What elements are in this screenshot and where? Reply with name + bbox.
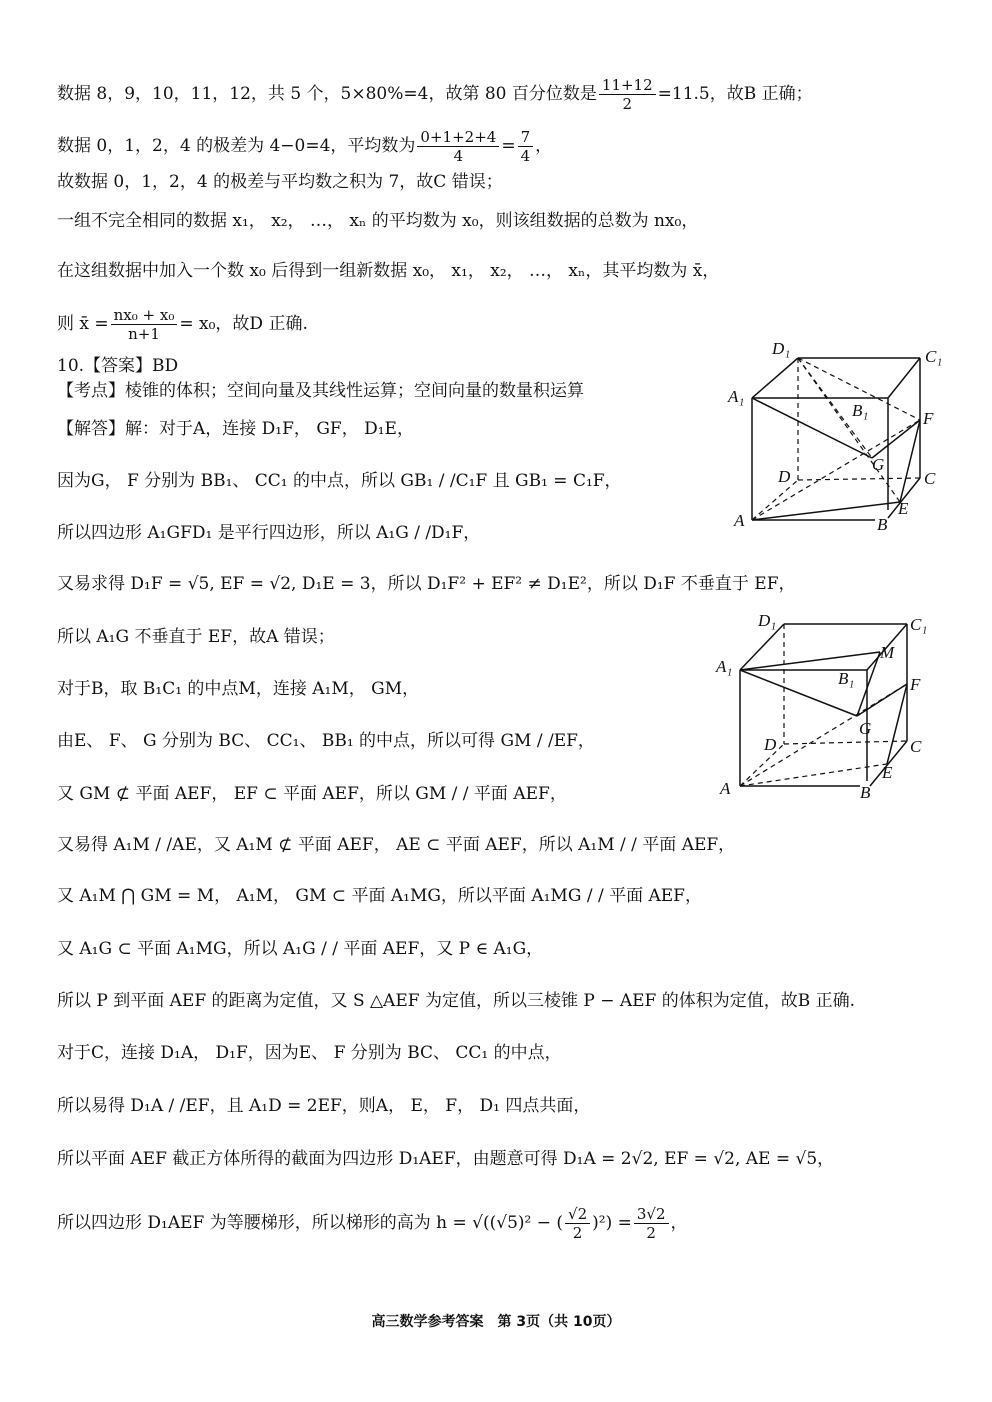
label-C: C — [910, 737, 922, 756]
text: 所以四边形 D₁AEF 为等腰梯形，所以梯形的高为 h = √((√5)² − ( — [57, 1213, 564, 1233]
numerator: nx₀ + x₀ — [111, 306, 178, 325]
label-A1: A₁ — [716, 657, 733, 676]
text: ， — [535, 136, 553, 156]
label-D1: D₁ — [758, 611, 777, 630]
label-B: B — [877, 515, 888, 534]
text-line-15: 由E、 F、 G 分别为 BC、 CC₁、 BB₁ 的中点，所以可得 GM / /EF， — [57, 731, 595, 751]
label-E: E — [898, 499, 909, 518]
text-line-23: 所以平面 AEF 截正方体所得的截面为四边形 D₁AEF，由题意可得 D₁A = 2√2, EF = √2, AE = √5， — [57, 1149, 835, 1169]
numerator: 11+12 — [599, 76, 656, 95]
denominator: 4 — [520, 147, 531, 165]
text-line-14: 对于B，取 B₁C₁ 的中点M，连接 A₁M， GM， — [57, 679, 420, 699]
text: )²) = — [592, 1213, 632, 1233]
label-C1: C₁ — [910, 615, 928, 634]
denominator: 2 — [572, 1224, 583, 1242]
label-G: G — [872, 455, 885, 474]
text-line-5: 在这组数据中加入一个数 x₀ 后得到一组新数据 x₀， x₁， x₂， …， xₙ，其平均数为 x̄， — [57, 261, 720, 281]
text-line-19: 又 A₁G ⊂ 平面 A₁MG，所以 A₁G / / 平面 AEF，又 P ∈ A₁G， — [57, 939, 544, 959]
label-D: D — [778, 467, 791, 486]
label-B1: B₁ — [838, 669, 855, 688]
text-line-22: 所以易得 D₁A / /EF，且 A₁D = 2EF，则A， E， F， D₁ 四点共面， — [57, 1096, 591, 1116]
text-line-8: 【考点】棱锥的体积；空间向量及其线性运算；空间向量的数量积运算 — [57, 381, 584, 401]
numerator: √2 — [565, 1205, 590, 1224]
denominator: 2 — [646, 1224, 656, 1242]
text: =11.5，故B 正确； — [657, 84, 813, 104]
denominator: 4 — [453, 147, 464, 165]
numerator: 3√2 — [634, 1205, 669, 1224]
text-line-18: 又 A₁M ⋂ GM = M， A₁M， GM ⊂ 平面 A₁MG，所以平面 A₁MG / / 平面 AEF， — [57, 886, 702, 906]
text: ， — [670, 1213, 688, 1233]
numerator: 0+1+2+4 — [417, 128, 499, 147]
fraction — [518, 128, 534, 165]
text-line-17: 又易得 A₁M / /AE，又 A₁M ⊄ 平面 AEF， AE ⊂ 平面 AEF，所以 A₁M / / 平面 AEF， — [57, 835, 736, 855]
fraction — [599, 76, 656, 113]
text-line-6 — [57, 306, 308, 343]
text-line-3: 故数据 0，1，2，4 的极差与平均数之积为 7，故C 错误； — [57, 172, 503, 192]
label-M: M — [880, 643, 895, 662]
label-G: G — [859, 719, 872, 738]
label-E: E — [882, 763, 893, 782]
label-A: A — [734, 511, 745, 530]
text-line-2 — [57, 128, 552, 165]
text-line-11: 所以四边形 A₁GFD₁ 是平行四边形，所以 A₁G / /D₁F， — [57, 523, 481, 543]
label-C1: C₁ — [925, 347, 943, 366]
text-line-7: 10.【答案】BD — [57, 356, 179, 376]
label-C: C — [924, 469, 936, 488]
denominator: 2 — [622, 95, 633, 113]
text: = x₀，故D 正确. — [179, 314, 308, 334]
text-line-24 — [57, 1205, 688, 1242]
cube-figure-2 — [712, 606, 942, 806]
cube-figure-1 — [720, 340, 950, 540]
text-line-20: 所以 P 到平面 AEF 的距离为定值，又 S △AEF 为定值，所以三棱锥 P − AEF 的体积为定值，故B 正确. — [57, 991, 856, 1011]
label-A1: A₁ — [728, 387, 745, 406]
label-D1: D₁ — [772, 340, 791, 358]
text-line-21: 对于C，连接 D₁A， D₁F，因为E、 F 分别为 BC、 CC₁ 的中点， — [57, 1043, 562, 1063]
fraction — [111, 306, 178, 343]
text-line-10: 因为G， F 分别为 BB₁、 CC₁ 的中点，所以 GB₁ / /C₁F 且 GB₁ = C₁F， — [57, 471, 622, 491]
page-footer: 高三数学参考答案 第 3页（共 10页） — [371, 1314, 621, 1330]
label-B: B — [860, 783, 871, 802]
text: 数据 8，9，10，11，12，共 5 个，5×80%=4，故第 80 百分位数是 — [57, 84, 597, 104]
text-line-9: 【解答】解：对于A，连接 D₁F， GF， D₁E， — [57, 419, 414, 439]
label-F: F — [923, 409, 934, 428]
text-line-4: 一组不完全相同的数据 x₁， x₂， …， xₙ 的平均数为 x₀，则该组数据的总数为 nx₀， — [57, 211, 699, 231]
text-line-13: 所以 A₁G 不垂直于 EF，故A 错误； — [57, 627, 335, 647]
text: 数据 0，1，2，4 的极差为 4−0=4，平均数为 — [57, 136, 416, 156]
text-line-12: 又易求得 D₁F = √5, EF = √2, D₁E = 3，所以 D₁F² + EF² ≠ D₁E²，所以 D₁F 不垂直于 EF， — [57, 574, 796, 594]
text: 则 x̄ = — [57, 314, 109, 334]
label-D: D — [764, 735, 777, 754]
numerator: 7 — [518, 128, 534, 147]
fraction — [417, 128, 499, 165]
text-line-1 — [57, 76, 813, 113]
denominator: n+1 — [128, 325, 160, 343]
label-B1: B₁ — [852, 401, 869, 420]
text-line-16: 又 GM ⊄ 平面 AEF， EF ⊂ 平面 AEF，所以 GM / / 平面 AEF， — [57, 784, 567, 804]
label-A: A — [720, 779, 731, 798]
fraction — [565, 1205, 590, 1242]
fraction — [634, 1205, 669, 1242]
label-F: F — [910, 675, 921, 694]
text: = — [501, 136, 516, 156]
